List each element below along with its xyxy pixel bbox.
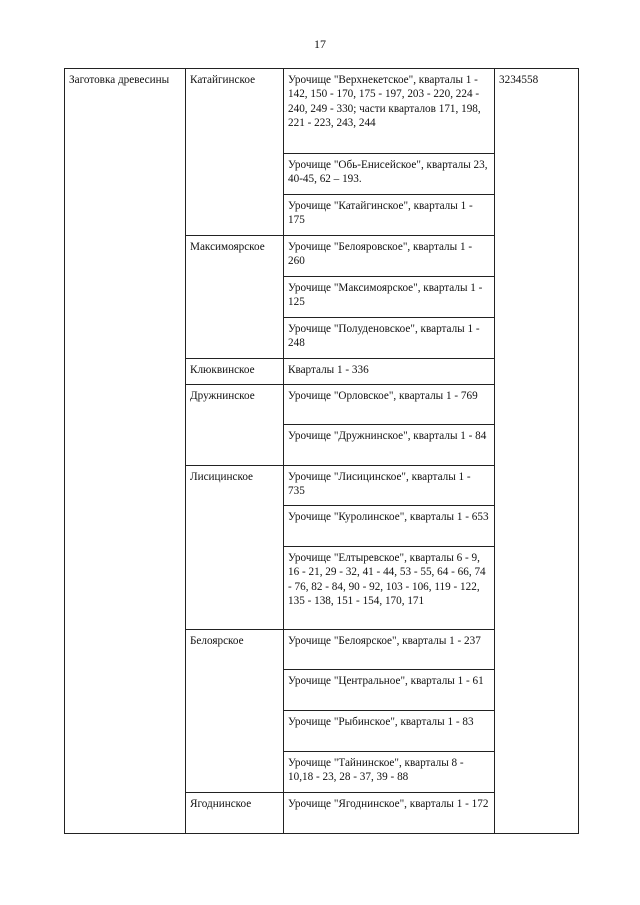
location-cell: Урочище "Максимоярское", кварталы 1 - 125 (284, 277, 495, 318)
location-cell: Урочище "Куролинское", кварталы 1 - 653 (284, 506, 495, 547)
location-cell: Урочище "Дружнинское", кварталы 1 - 84 (284, 425, 495, 466)
location-cell: Урочище "Ягоднинское", кварталы 1 - 172 (284, 793, 495, 834)
location-cell: Кварталы 1 - 336 (284, 359, 495, 385)
forestry-name: Лисицинское (186, 466, 284, 630)
area-cell: 3234558 (495, 69, 579, 834)
location-cell: Урочище "Верхнекетское", кварталы 1 - 142, 150 - 170, 175 - 197, 203 - 220, 224 - 240, 249 - 330; части кварталов 171, 198, 221 - 223, 243, 244 (284, 69, 495, 154)
location-cell: Урочище "Орловское", кварталы 1 - 769 (284, 385, 495, 425)
forestry-name: Дружнинское (186, 385, 284, 466)
table-row (65, 69, 579, 154)
location-cell: Урочище "Лисицинское", кварталы 1 - 735 (284, 466, 495, 506)
location-cell: Урочище "Елтыревское", кварталы 6 - 9, 16 - 21, 29 - 32, 41 - 44, 53 - 55, 64 - 66, 74 - 76, 82 - 84, 90 - 92, 103 - 106, 119 - 122, 135 - 138, 151 - 154, 170, 171 (284, 547, 495, 630)
forestry-name: Белоярское (186, 630, 284, 793)
page-number: 17 (314, 37, 326, 51)
activity-cell: Заготовка древесины (65, 69, 186, 834)
location-cell: Урочище "Центральное", кварталы 1 - 61 (284, 670, 495, 711)
location-cell: Урочище "Рыбинское", кварталы 1 - 83 (284, 711, 495, 752)
forestry-name: Максимоярское (186, 236, 284, 359)
forestry-name: Клюквинское (186, 359, 284, 385)
forestry-name: Ягоднинское (186, 793, 284, 834)
location-cell: Урочище "Белоярское", кварталы 1 - 237 (284, 630, 495, 670)
location-cell: Урочище "Белояровское", кварталы 1 - 260 (284, 236, 495, 277)
forestry-name: Катайгинское (186, 69, 284, 236)
location-cell: Урочище "Полуденовское", кварталы 1 - 248 (284, 318, 495, 359)
forest-use-table (64, 68, 579, 834)
location-cell: Урочище "Обь-Енисейское", кварталы 23, 40-45, 62 – 193. (284, 154, 495, 195)
location-cell: Урочище "Катайгинское", кварталы 1 - 175 (284, 195, 495, 236)
location-cell: Урочище "Тайнинское", кварталы 8 - 10,18 - 23, 28 - 37, 39 - 88 (284, 752, 495, 793)
